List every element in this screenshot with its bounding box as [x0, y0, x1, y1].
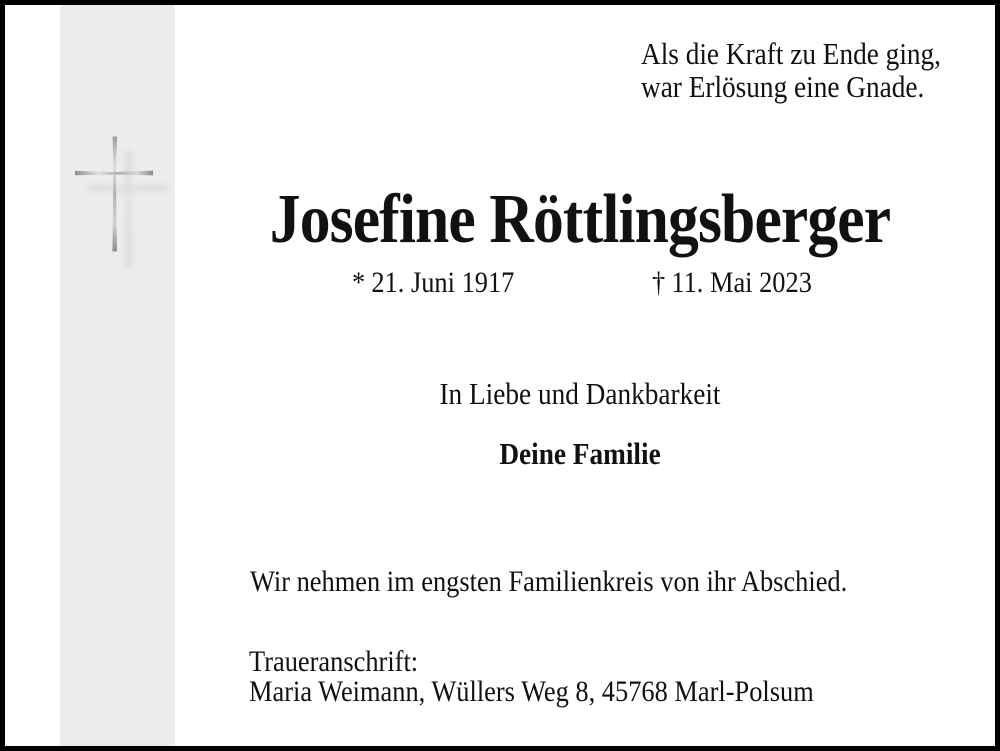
mourning-address-label: Traueranschrift:	[249, 645, 419, 678]
epigraph-line-1: Als die Kraft zu Ende ging,	[641, 36, 942, 71]
epigraph	[641, 37, 982, 103]
death-date-text: 11. Mai 2023	[671, 266, 812, 299]
farewell-row	[250, 565, 929, 599]
family-signature: Deine Familie	[499, 436, 661, 471]
mourning-address: Maria Weimann, Wüllers Weg 8, 45768 Marl-Polsum	[249, 675, 814, 708]
birth-star-symbol: *	[352, 266, 366, 299]
memorial-band	[60, 5, 175, 746]
death-dagger-symbol: †	[652, 266, 666, 299]
birth-date-text: 21. Juni 1917	[371, 266, 515, 299]
deceased-name: Josefine Röttlingsberger	[269, 181, 891, 258]
death-date	[652, 266, 834, 300]
signature-row	[165, 437, 995, 471]
epigraph-line-2: war Erlösung eine Gnade.	[641, 69, 925, 104]
birth-date	[352, 266, 537, 300]
mourning-address-block	[249, 647, 891, 707]
tribute-line: In Liebe und Dankbarkeit	[439, 376, 721, 411]
farewell-line: Wir nehmen im engsten Familienkreis von ihr Abschied.	[250, 565, 848, 598]
memorial-cross-icon	[60, 125, 175, 275]
tribute-row	[165, 377, 995, 411]
deceased-name-row	[165, 181, 995, 258]
